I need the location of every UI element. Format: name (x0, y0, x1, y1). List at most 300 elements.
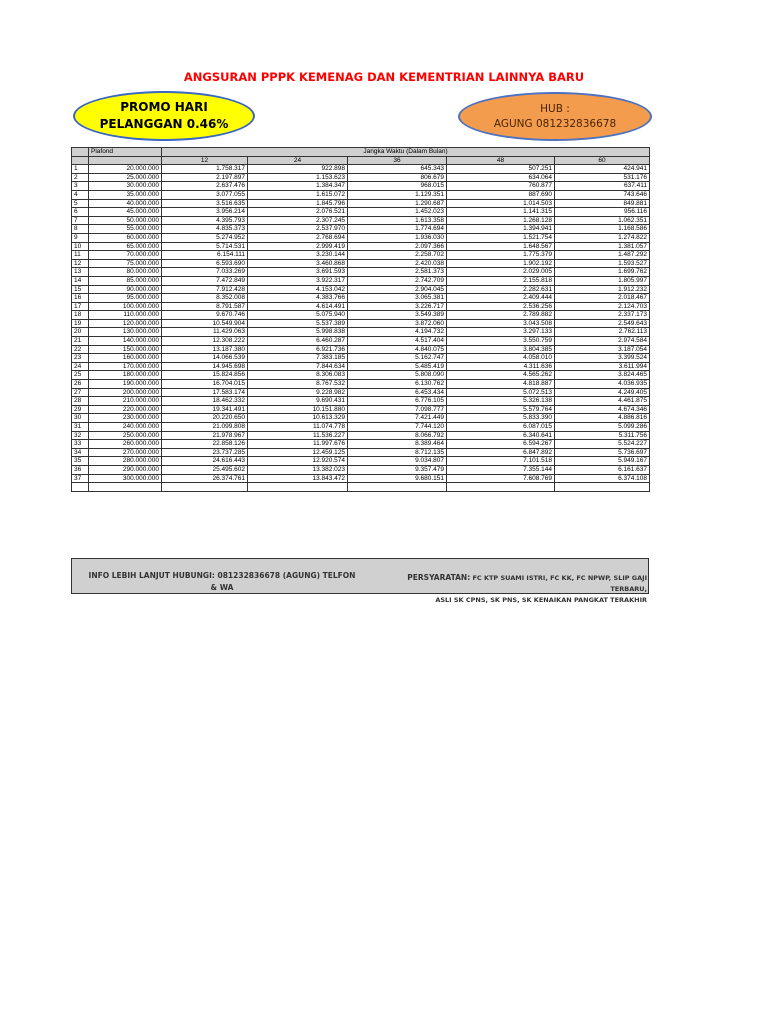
table-row (72, 380, 650, 389)
installment-cell: 3.297.133 (447, 328, 555, 337)
row-number-cell: 20 (72, 328, 89, 337)
table-row (72, 328, 650, 337)
plafond-cell: 120.000.000 (89, 319, 162, 328)
installment-cell: 14.945.698 (162, 362, 248, 371)
table-row (72, 311, 650, 320)
empty-cell (89, 483, 162, 492)
row-number-cell: 35 (72, 457, 89, 466)
row-number-cell: 9 (72, 233, 89, 242)
installment-cell: 531.176 (555, 173, 650, 182)
installment-cell: 3.691.593 (248, 268, 348, 277)
installment-cell: 13.843.472 (248, 474, 348, 483)
installment-cell: 3.460.868 (248, 259, 348, 268)
installment-cell: 4.840.075 (348, 345, 447, 354)
plafond-cell: 260.000.000 (89, 440, 162, 449)
installment-cell: 5.949.167 (555, 457, 650, 466)
row-number-cell: 11 (72, 251, 89, 260)
row-number-cell: 19 (72, 319, 89, 328)
installment-cell: 9.680.151 (348, 474, 447, 483)
installment-cell: 8.767.532 (248, 380, 348, 389)
row-number-cell: 21 (72, 337, 89, 346)
plafond-cell: 290.000.000 (89, 465, 162, 474)
header-index-cell (72, 156, 89, 165)
installment-cell: 22.858.126 (162, 440, 248, 449)
installment-cell: 1.129.351 (348, 190, 447, 199)
row-number-cell: 25 (72, 371, 89, 380)
installment-cell: 11.536.227 (248, 431, 348, 440)
row-number-cell: 7 (72, 216, 89, 225)
installment-cell: 1.613.358 (348, 216, 447, 225)
installment-cell: 8.712.135 (348, 448, 447, 457)
installment-cell: 3.516.635 (162, 199, 248, 208)
installment-cell: 2.904.045 (348, 285, 447, 294)
installment-cell: 2.097.366 (348, 242, 447, 251)
plafond-cell: 80.000.000 (89, 268, 162, 277)
installment-cell: 10.613.329 (248, 414, 348, 423)
installment-cell: 634.064 (447, 173, 555, 182)
table-row (72, 362, 650, 371)
installment-cell: 1.648.567 (447, 242, 555, 251)
table-row (72, 345, 650, 354)
installment-cell: 5.579.764 (447, 405, 555, 414)
installment-cell: 3.956.214 (162, 208, 248, 217)
installment-cell: 2.581.373 (348, 268, 447, 277)
installment-cell: 6.847.892 (447, 448, 555, 457)
table-row (72, 199, 650, 208)
installment-cell: 6.374.108 (555, 474, 650, 483)
installment-cell: 2.974.584 (555, 337, 650, 346)
installment-cell: 20.220.650 (162, 414, 248, 423)
installment-cell: 7.098.777 (348, 405, 447, 414)
requirements-line-1: FC KTP SUAMI ISTRI, FC KK, FC NPWP, SLIP GAJI TERBARU, (472, 574, 647, 593)
table-row (72, 405, 650, 414)
installment-cell: 3.922.317 (248, 276, 348, 285)
installment-cell: 1.936.030 (348, 233, 447, 242)
row-number-cell: 8 (72, 225, 89, 234)
installment-cell: 19.341.491 (162, 405, 248, 414)
installment-cell: 6.130.762 (348, 380, 447, 389)
row-number-cell: 5 (72, 199, 89, 208)
installment-cell: 2.307.245 (248, 216, 348, 225)
installment-cell: 956.116 (555, 208, 650, 217)
installment-cell: 5.326.138 (447, 397, 555, 406)
requirements-line-2: ASLI SK CPNS, SK PNS, SK KENAIKAN PANGKAT TERAKHIR (435, 596, 647, 604)
table-row (72, 431, 650, 440)
table-row (72, 285, 650, 294)
installment-cell: 4.311.636 (447, 362, 555, 371)
table-row (72, 414, 650, 423)
row-number-cell: 16 (72, 294, 89, 303)
installment-cell: 6.087.015 (447, 423, 555, 432)
installment-cell: 4.886.816 (555, 414, 650, 423)
table-row (72, 465, 650, 474)
plafond-cell: 85.000.000 (89, 276, 162, 285)
empty-cell (348, 483, 447, 492)
installment-cell: 4.835.373 (162, 225, 248, 234)
installment-cell: 1.775.379 (447, 251, 555, 260)
row-number-cell: 22 (72, 345, 89, 354)
term-12-header: 12 (162, 156, 248, 165)
installment-cell: 4.249.405 (555, 388, 650, 397)
row-number-cell: 34 (72, 448, 89, 457)
empty-cell (555, 483, 650, 492)
table-row (72, 216, 650, 225)
installment-cell: 5.075.940 (248, 311, 348, 320)
installment-cell: 1.699.762 (555, 268, 650, 277)
installment-cell: 1.268.128 (447, 216, 555, 225)
row-number-cell: 33 (72, 440, 89, 449)
installment-cell: 5.537.389 (248, 319, 348, 328)
plafond-cell: 50.000.000 (89, 216, 162, 225)
row-number-cell: 36 (72, 465, 89, 474)
installment-cell: 6.154.111 (162, 251, 248, 260)
promo-line-1: PROMO HARI (120, 100, 208, 114)
plafond-cell: 130.000.000 (89, 328, 162, 337)
installment-cell: 3.230.144 (248, 251, 348, 260)
info-line-1: INFO LEBIH LANJUT HUBUNGI: 081232836678 (AGUNG) TELFON (88, 571, 356, 580)
installment-table (71, 147, 650, 492)
installment-cell: 2.537.970 (248, 225, 348, 234)
installment-cell: 3.065.381 (348, 294, 447, 303)
plafond-cell: 60.000.000 (89, 233, 162, 242)
installment-cell: 4.461.875 (555, 397, 650, 406)
plafond-cell: 110.000.000 (89, 311, 162, 320)
installment-cell: 507.251 (447, 165, 555, 174)
row-number-cell: 17 (72, 302, 89, 311)
row-number-cell: 1 (72, 165, 89, 174)
plafond-cell: 55.000.000 (89, 225, 162, 234)
installment-cell: 1.014.503 (447, 199, 555, 208)
plafond-cell: 190.000.000 (89, 380, 162, 389)
table-row (72, 440, 650, 449)
installment-cell: 1.774.694 (348, 225, 447, 234)
row-number-cell: 13 (72, 268, 89, 277)
installment-cell: 3.872.060 (348, 319, 447, 328)
installment-cell: 2.155.818 (447, 276, 555, 285)
term-48-header: 48 (447, 156, 555, 165)
installment-cell: 1.290.687 (348, 199, 447, 208)
plafond-cell: 230.000.000 (89, 414, 162, 423)
installment-cell: 12.308.222 (162, 337, 248, 346)
row-number-cell: 24 (72, 362, 89, 371)
installment-cell: 1.274.822 (555, 233, 650, 242)
table-row (72, 354, 650, 363)
installment-cell: 6.593.690 (162, 259, 248, 268)
installment-cell: 2.742.709 (348, 276, 447, 285)
plafond-cell: 35.000.000 (89, 190, 162, 199)
empty-cell (248, 483, 348, 492)
table-row (72, 294, 650, 303)
installment-cell: 9.670.746 (162, 311, 248, 320)
installment-cell: 424.941 (555, 165, 650, 174)
table-row (72, 319, 650, 328)
installment-cell: 2.258.702 (348, 251, 447, 260)
info-contact-text (82, 570, 362, 594)
installment-cell: 2.018.467 (555, 294, 650, 303)
installment-cell: 26.374.761 (162, 474, 248, 483)
installment-cell: 849.881 (555, 199, 650, 208)
row-number-cell: 29 (72, 405, 89, 414)
header-plafond-cell (89, 156, 162, 165)
installment-cell: 7.355.144 (447, 465, 555, 474)
installment-cell: 4.818.887 (447, 380, 555, 389)
contact-line-1: HUB : (540, 102, 570, 115)
row-number-cell: 32 (72, 431, 89, 440)
installment-cell: 1.384.347 (248, 182, 348, 191)
installment-cell: 5.833.390 (447, 414, 555, 423)
installment-cell: 1.141.315 (447, 208, 555, 217)
installment-cell: 7.844.634 (248, 362, 348, 371)
plafond-cell: 65.000.000 (89, 242, 162, 251)
installment-cell: 7.472.849 (162, 276, 248, 285)
row-number-cell: 26 (72, 380, 89, 389)
installment-cell: 1.758.317 (162, 165, 248, 174)
row-number-cell: 2 (72, 173, 89, 182)
installment-cell: 887.690 (447, 190, 555, 199)
empty-cell (72, 483, 89, 492)
table-row (72, 276, 650, 285)
plafond-cell: 40.000.000 (89, 199, 162, 208)
row-number-cell: 10 (72, 242, 89, 251)
table-row (72, 233, 650, 242)
row-number-cell: 14 (72, 276, 89, 285)
installment-cell: 8.066.792 (348, 431, 447, 440)
installment-cell: 3.399.524 (555, 354, 650, 363)
installment-cell: 3.226.717 (348, 302, 447, 311)
row-number-cell: 30 (72, 414, 89, 423)
installment-cell: 3.187.054 (555, 345, 650, 354)
table-row (72, 448, 650, 457)
plafond-header: Plafond (89, 148, 162, 157)
installment-cell: 11.074.778 (248, 423, 348, 432)
row-number-cell: 37 (72, 474, 89, 483)
installment-cell: 4.194.732 (348, 328, 447, 337)
installment-cell: 3.550.759 (447, 337, 555, 346)
row-number-cell: 15 (72, 285, 89, 294)
installment-cell: 6.453.434 (348, 388, 447, 397)
empty-cell (447, 483, 555, 492)
installment-cell: 2.409.444 (447, 294, 555, 303)
table-row (72, 423, 650, 432)
row-number-cell: 28 (72, 397, 89, 406)
plafond-cell: 300.000.000 (89, 474, 162, 483)
installment-cell: 743.646 (555, 190, 650, 199)
plafond-cell: 150.000.000 (89, 345, 162, 354)
plafond-cell: 90.000.000 (89, 285, 162, 294)
plafond-cell: 200.000.000 (89, 388, 162, 397)
installment-cell: 3.077.055 (162, 190, 248, 199)
installment-cell: 5.808.090 (348, 371, 447, 380)
installment-cell: 637.411 (555, 182, 650, 191)
installment-cell: 8.306.083 (248, 371, 348, 380)
table-row (72, 457, 650, 466)
installment-cell: 2.029.005 (447, 268, 555, 277)
plafond-cell: 30.000.000 (89, 182, 162, 191)
row-number-cell: 4 (72, 190, 89, 199)
installment-cell: 3.043.508 (447, 319, 555, 328)
installment-cell: 4.614.491 (248, 302, 348, 311)
installment-cell: 3.804.385 (447, 345, 555, 354)
installment-cell: 2.337.173 (555, 311, 650, 320)
table-row (72, 259, 650, 268)
info-line-2: & WA (210, 583, 234, 592)
installment-cell: 3.824.465 (555, 371, 650, 380)
installment-cell: 1.805.997 (555, 276, 650, 285)
promo-badge (73, 91, 255, 141)
term-24-header: 24 (248, 156, 348, 165)
installment-cell: 21.099.808 (162, 423, 248, 432)
installment-cell: 2.999.419 (248, 242, 348, 251)
table-row (72, 182, 650, 191)
requirements-text (382, 572, 647, 606)
installment-cell: 10.549.904 (162, 319, 248, 328)
installment-cell: 5.998.838 (248, 328, 348, 337)
installment-cell: 5.524.227 (555, 440, 650, 449)
contact-line-2: AGUNG 081232836678 (493, 117, 617, 130)
installment-cell: 5.485.419 (348, 362, 447, 371)
table-row (72, 242, 650, 251)
installment-cell: 11.997.676 (248, 440, 348, 449)
installment-cell: 10.151.880 (248, 405, 348, 414)
installment-cell: 8.389.464 (348, 440, 447, 449)
installment-cell: 4.036.935 (555, 380, 650, 389)
installment-cell: 7.912.428 (162, 285, 248, 294)
plafond-cell: 140.000.000 (89, 337, 162, 346)
installment-cell: 3.549.389 (348, 311, 447, 320)
installment-cell: 1.168.586 (555, 225, 650, 234)
installment-cell: 18.462.332 (162, 397, 248, 406)
row-number-cell: 3 (72, 182, 89, 191)
installment-cell: 1.062.351 (555, 216, 650, 225)
plafond-cell: 95.000.000 (89, 294, 162, 303)
requirements-label: PERSYARATAN: (407, 573, 471, 582)
installment-cell: 7.033.269 (162, 268, 248, 277)
installment-cell: 6.161.637 (555, 465, 650, 474)
installment-cell: 4.517.404 (348, 337, 447, 346)
table-row (72, 397, 650, 406)
installment-cell: 760.877 (447, 182, 555, 191)
installment-cell: 4.058.010 (447, 354, 555, 363)
installment-cell: 9.228.982 (248, 388, 348, 397)
installment-cell: 4.395.793 (162, 216, 248, 225)
installment-cell: 21.978.967 (162, 431, 248, 440)
installment-cell: 2.789.882 (447, 311, 555, 320)
plafond-cell: 180.000.000 (89, 371, 162, 380)
page-title: ANGSURAN PPPK KEMENAG DAN KEMENTRIAN LAINNYA BARU (183, 70, 585, 84)
row-number-cell: 31 (72, 423, 89, 432)
installment-cell: 5.072.513 (447, 388, 555, 397)
installment-cell: 6.340.641 (447, 431, 555, 440)
installment-cell: 5.274.952 (162, 233, 248, 242)
installment-cell: 1.153.623 (248, 173, 348, 182)
installment-cell: 1.912.232 (555, 285, 650, 294)
plafond-cell: 240.000.000 (89, 423, 162, 432)
installment-cell: 4.565.262 (447, 371, 555, 380)
installment-cell: 6.776.105 (348, 397, 447, 406)
installment-cell: 9.357.479 (348, 465, 447, 474)
footer-panel (71, 558, 649, 604)
installment-cell: 1.452.023 (348, 208, 447, 217)
installment-cell: 1.593.527 (555, 259, 650, 268)
installment-cell: 24.616.443 (162, 457, 248, 466)
row-number-cell: 23 (72, 354, 89, 363)
plafond-cell: 20.000.000 (89, 165, 162, 174)
installment-cell: 6.594.267 (447, 440, 555, 449)
installment-cell: 1.381.057 (555, 242, 650, 251)
installment-cell: 25.495.602 (162, 465, 248, 474)
installment-cell: 5.099.286 (555, 423, 650, 432)
table-row (72, 337, 650, 346)
table-header-row-2 (72, 156, 650, 165)
installment-cell: 1.845.796 (248, 199, 348, 208)
installment-cell: 14.066.539 (162, 354, 248, 363)
plafond-cell: 170.000.000 (89, 362, 162, 371)
table-row (72, 208, 650, 217)
row-number-cell: 6 (72, 208, 89, 217)
installment-cell: 7.383.185 (248, 354, 348, 363)
installment-cell: 806.679 (348, 173, 447, 182)
installment-cell: 8.352.008 (162, 294, 248, 303)
installment-cell: 13.187.380 (162, 345, 248, 354)
plafond-cell: 280.000.000 (89, 457, 162, 466)
installment-cell: 12.920.574 (248, 457, 348, 466)
row-number-cell: 12 (72, 259, 89, 268)
installment-cell: 2.197.897 (162, 173, 248, 182)
installment-cell: 15.824.856 (162, 371, 248, 380)
installment-cell: 7.608.769 (447, 474, 555, 483)
table-row (72, 371, 650, 380)
installment-cell: 7.421.449 (348, 414, 447, 423)
installment-cell: 2.420.038 (348, 259, 447, 268)
plafond-cell: 220.000.000 (89, 405, 162, 414)
installment-cell: 11.429.063 (162, 328, 248, 337)
installment-cell: 4.383.766 (248, 294, 348, 303)
installment-cell: 5.162.747 (348, 354, 447, 363)
plafond-cell: 70.000.000 (89, 251, 162, 260)
installment-cell: 1.487.292 (555, 251, 650, 260)
installment-cell: 2.762.113 (555, 328, 650, 337)
term-60-header: 60 (555, 156, 650, 165)
installment-cell: 2.536.256 (447, 302, 555, 311)
plafond-cell: 100.000.000 (89, 302, 162, 311)
installment-cell: 645.343 (348, 165, 447, 174)
header-index-cell (72, 148, 89, 157)
installment-cell: 4.153.042 (248, 285, 348, 294)
installment-cell: 13.382.023 (248, 465, 348, 474)
plafond-cell: 25.000.000 (89, 173, 162, 182)
installment-cell: 1.902.192 (447, 259, 555, 268)
table-row (72, 225, 650, 234)
plafond-cell: 160.000.000 (89, 354, 162, 363)
row-number-cell: 27 (72, 388, 89, 397)
installment-cell: 2.076.521 (248, 208, 348, 217)
plafond-cell: 250.000.000 (89, 431, 162, 440)
plafond-cell: 270.000.000 (89, 448, 162, 457)
installment-cell: 1.615.072 (248, 190, 348, 199)
installment-cell: 1.521.754 (447, 233, 555, 242)
installment-cell: 8.791.587 (162, 302, 248, 311)
plafond-cell: 75.000.000 (89, 259, 162, 268)
contact-badge (458, 92, 652, 141)
installment-cell: 2.124.703 (555, 302, 650, 311)
table-row (72, 302, 650, 311)
installment-cell: 7.744.120 (348, 423, 447, 432)
installment-cell: 23.737.285 (162, 448, 248, 457)
plafond-cell: 210.000.000 (89, 397, 162, 406)
table-row (72, 190, 650, 199)
installment-cell: 17.583.174 (162, 388, 248, 397)
promo-line-2: PELANGGAN 0.46% (99, 117, 229, 131)
